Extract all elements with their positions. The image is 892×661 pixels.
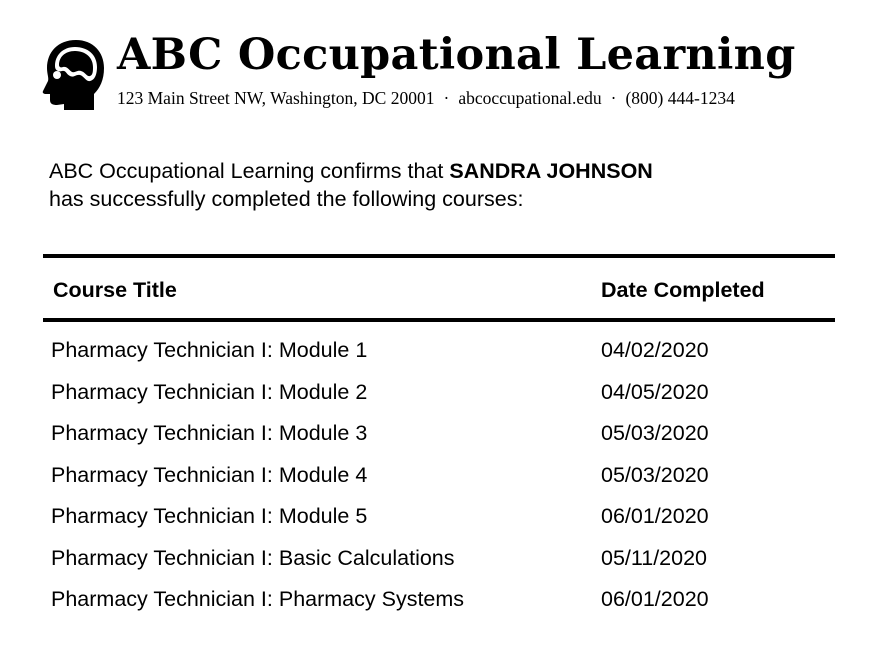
column-header-date: Date Completed — [601, 278, 765, 302]
student-name: SANDRA JOHNSON — [449, 159, 653, 183]
table-row — [0, 338, 892, 378]
date-completed: 06/01/2020 — [601, 504, 709, 528]
date-completed: 04/05/2020 — [601, 379, 709, 404]
intro-prefix: ABC Occupational Learning confirms that — [49, 159, 450, 183]
separator: · — [610, 88, 617, 108]
date-completed: 05/03/2020 — [601, 462, 709, 487]
contact-line — [117, 88, 735, 109]
course-title: Pharmacy Technician I: Basic Calculations — [51, 545, 455, 570]
table-header-rule — [43, 318, 835, 322]
table-row — [0, 421, 892, 461]
org-name: ABC Occupational Learning — [117, 30, 796, 80]
date-completed: 06/01/2020 — [601, 587, 709, 611]
date-completed: 05/11/2020 — [601, 545, 708, 570]
course-title: Pharmacy Technician I: Module 2 — [51, 379, 368, 404]
table-row — [0, 587, 892, 627]
table-row — [0, 380, 892, 420]
phone: (800) 444-1234 — [625, 88, 735, 108]
date-completed: 05/03/2020 — [601, 421, 709, 445]
table-top-rule — [43, 254, 835, 258]
separator: · — [443, 88, 450, 108]
intro-text — [49, 157, 653, 213]
website: abcoccupational.edu — [458, 88, 602, 108]
address: 123 Main Street NW, Washington, DC 20001 — [117, 88, 435, 108]
course-title: Pharmacy Technician I: Module 5 — [51, 504, 368, 528]
course-title: Pharmacy Technician I: Module 3 — [51, 421, 368, 445]
course-title: Pharmacy Technician I: Pharmacy Systems — [51, 587, 465, 611]
head-brain-icon — [42, 38, 106, 110]
column-header-course: Course Title — [53, 278, 177, 302]
table-row — [0, 463, 892, 503]
table-row — [0, 546, 892, 586]
course-title: Pharmacy Technician I: Module 4 — [51, 462, 368, 487]
intro-line2: has successfully completed the following courses: — [49, 187, 524, 211]
table-row — [0, 504, 892, 544]
date-completed: 04/02/2020 — [601, 338, 709, 362]
course-title: Pharmacy Technician I: Module 1 — [51, 338, 368, 362]
